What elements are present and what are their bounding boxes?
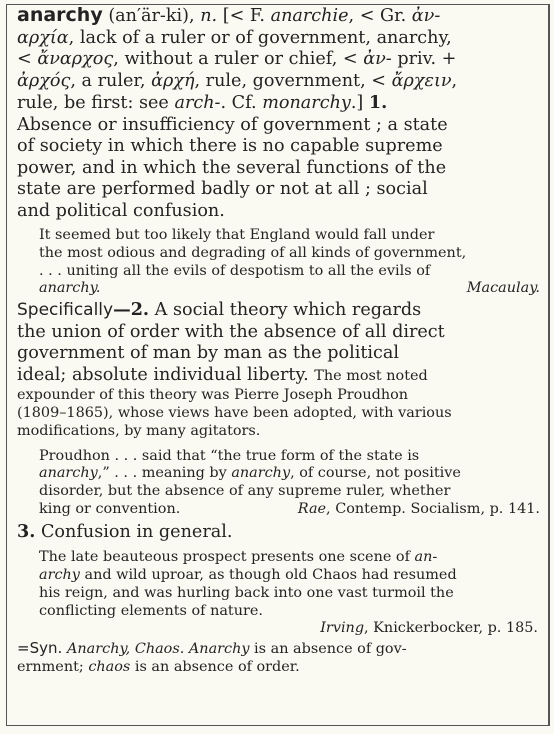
quote-line <box>39 465 540 483</box>
text-run: . Cf. <box>220 93 263 113</box>
text-run: ἄρχειν <box>391 70 452 91</box>
text-run: , lack of a ruler or of government, anarchy, <box>68 27 452 48</box>
text-run: [< F. <box>222 6 271 26</box>
quote-word: anarchy. <box>39 280 101 297</box>
text-run: anarchy <box>231 465 291 482</box>
text-run: =Syn. <box>17 639 68 658</box>
synonym-line <box>17 659 540 677</box>
text-run: state are performed badly or not at all ; social <box>17 179 428 199</box>
quote-source-detail: , Contemp. Socialism, p. 141. <box>326 500 540 517</box>
text-run: A social theory which regards <box>149 300 422 321</box>
headword-line <box>17 5 540 28</box>
quote-source-detail: , Knickerbocker, p. 185. <box>364 620 538 637</box>
text-run: the union of order with the absence of all direct <box>17 321 445 342</box>
text-run: . <box>179 641 189 658</box>
etym-line-2 <box>17 49 540 71</box>
quote-text: king or convention. <box>39 500 181 517</box>
definition-3-text: Confusion in general. <box>35 521 233 542</box>
text-run: chaos <box>88 659 131 676</box>
text-run: Specifically <box>17 300 114 321</box>
quote-line <box>39 585 540 603</box>
text-run: , < Gr. <box>348 6 412 26</box>
text-run: , rule, government, < <box>194 70 392 91</box>
text-run: ἀν- <box>363 49 392 69</box>
quote-source <box>39 620 540 638</box>
text-run: anarchy <box>39 465 98 482</box>
text-run: , without a ruler or chief, < <box>113 49 364 69</box>
entry-head <box>17 5 540 222</box>
text-run: is an absence of order. <box>130 659 300 676</box>
text-run: ernment; <box>17 659 89 676</box>
quote-line <box>39 483 540 501</box>
text-run: 1. <box>368 92 388 113</box>
definition-2-note-line: expounder of this theory was Pierre Joseph Proudhon <box>17 387 409 404</box>
text-run: —2. <box>113 299 150 321</box>
sense-number: 3. <box>17 520 36 542</box>
etym-line-1 <box>17 28 540 50</box>
definition-2-line <box>17 322 540 344</box>
text-run: government of man by man as the political <box>17 343 400 364</box>
quotation-macaulay <box>17 227 540 298</box>
definition-1-line <box>17 115 540 137</box>
quote-line <box>39 603 540 621</box>
text-run: Absence or insufficiency of government ; a state <box>17 114 448 135</box>
definition-3 <box>17 521 540 544</box>
etym-line-3 <box>17 71 540 93</box>
headword: anarchy <box>17 4 103 26</box>
text-run: Proudhon . . . said that “the true form of the state is <box>39 447 420 464</box>
text-run: The most noted <box>314 367 428 384</box>
text-run: disorder, but the absence of any supreme ruler, whether <box>39 483 451 500</box>
quote-line: It seemed but too likely that England would fall under <box>39 227 435 243</box>
text-run: , a ruler, <box>70 70 152 91</box>
text-run: his reign, and was hurling back into one vast turmoil the <box>39 584 454 601</box>
quote-line <box>39 567 540 585</box>
pronunciation: (an′är-ki), <box>108 6 195 26</box>
text-run: is an absence of gov- <box>249 641 407 658</box>
quote-last-line <box>39 501 540 519</box>
etym-line-4 <box>17 92 540 115</box>
quote-author: Rae <box>297 500 327 517</box>
text-run: monarchy <box>262 93 351 113</box>
quote-line: the most odious and degrading of all kinds of government, <box>39 244 467 261</box>
text-run: αρχία <box>17 27 69 48</box>
quote-author: Irving <box>320 620 365 637</box>
text-run: arch- <box>174 93 221 113</box>
text-run: and wild uproar, as though old Chaos had resumed <box>79 567 457 584</box>
quote-author: Macaulay. <box>466 280 540 297</box>
text-run: rule, be first: see <box>17 93 175 113</box>
synonyms <box>17 640 540 677</box>
part-of-speech: n. <box>200 6 218 26</box>
text-run: ἄναρχος <box>37 49 114 69</box>
definition-1-line <box>17 201 540 223</box>
text-run: an- <box>414 549 438 566</box>
definition-2 <box>17 299 540 440</box>
text-run: archy <box>39 567 80 584</box>
text-run: ideal; absolute individual liberty. <box>17 364 315 385</box>
definition-1-line <box>17 179 540 201</box>
dictionary-page <box>6 4 550 726</box>
text-run: ἀρχός <box>17 70 71 91</box>
definition-1-line <box>17 158 540 180</box>
text-run: ἀν- <box>411 6 441 26</box>
text-run: of society in which there is no capable supreme <box>17 136 443 156</box>
text-run: , <box>451 70 458 91</box>
definition-1-line <box>17 136 540 158</box>
text-run: Anarchy, Chaos <box>67 641 180 658</box>
definition-2-line <box>17 343 540 365</box>
text-run: .] <box>350 93 369 113</box>
definition-2-note-line: modifications, by many agitators. <box>17 422 261 439</box>
quote-line: . . . uniting all the evils of despotism to all the evils of <box>39 262 431 279</box>
text-run: ,” . . . meaning by <box>97 465 232 482</box>
etym-line-0 <box>223 6 441 26</box>
synonym-line <box>17 640 540 659</box>
quote-last-line <box>39 280 540 298</box>
text-run: ἀρχή <box>151 70 195 91</box>
text-run: priv. + <box>391 49 457 69</box>
definition-2-line <box>17 299 540 322</box>
quote-line <box>39 549 540 567</box>
text-run: Anarchy <box>188 641 250 658</box>
definition-3-line <box>17 521 540 544</box>
text-run: < <box>17 49 38 69</box>
text-run: anarchie <box>270 6 349 26</box>
definition-2-line <box>17 365 540 388</box>
text-run: The late beauteous prospect presents one scene of <box>39 549 415 566</box>
quotation-irving <box>17 549 540 638</box>
text-run: and political confusion. <box>17 200 225 221</box>
text-run: , of course, not positive <box>290 465 461 482</box>
quote-line <box>39 448 540 466</box>
definition-2-note-line: (1809–1865), whose views have been adopted, with various <box>17 404 452 421</box>
quotation-rae <box>17 448 540 519</box>
text-run: conflicting elements of nature. <box>39 602 263 619</box>
text-run: power, and in which the several functions of the <box>17 157 447 178</box>
quote-source <box>298 501 540 519</box>
